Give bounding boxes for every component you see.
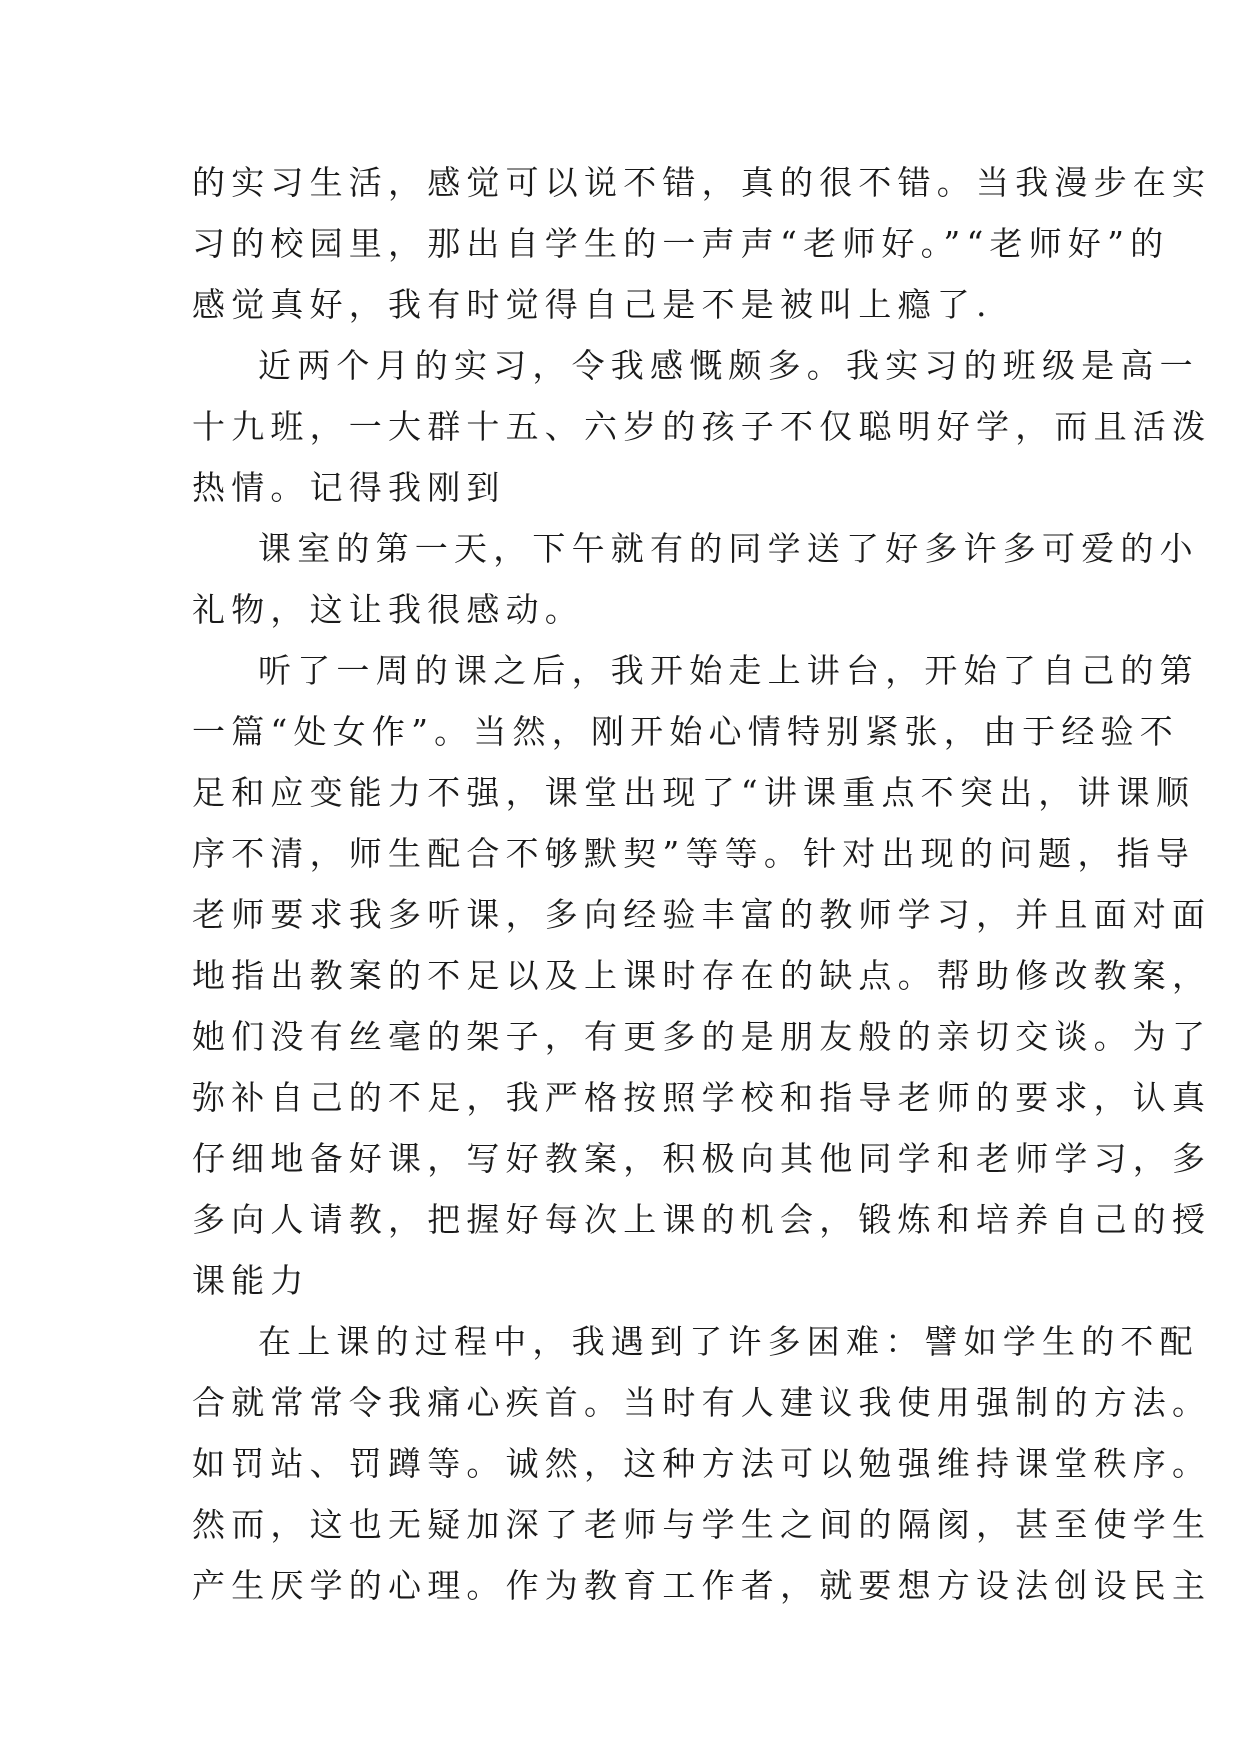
text-line: 十九班，一大群十五、六岁的孩子不仅聪明好学，而且活泼 xyxy=(192,407,1212,446)
text-line: 她们没有丝毫的架子，有更多的是朋友般的亲切交谈。为了 xyxy=(192,1017,1212,1056)
text-line: 然而，这也无疑加深了老师与学生之间的隔阂，甚至使学生 xyxy=(192,1505,1212,1544)
text-line: 一篇“处女作”。当然，刚开始心情特别紧张，由于经验不 xyxy=(192,712,1179,751)
text-line: 礼物，这让我很感动。 xyxy=(192,590,584,629)
text-line: 弥补自己的不足，我严格按照学校和指导老师的要求，认真 xyxy=(192,1078,1212,1117)
text-line: 课能力 xyxy=(192,1261,310,1300)
text-line: 仔细地备好课，写好教案，积极向其他同学和老师学习，多 xyxy=(192,1139,1212,1178)
paragraph-first-line: 课室的第一天，下午就有的同学送了好多许多可爱的小 xyxy=(258,529,1199,568)
paragraph-first-line: 近两个月的实习，令我感慨颇多。我实习的班级是高一 xyxy=(258,346,1199,385)
text-line: 足和应变能力不强，课堂出现了“讲课重点不突出，讲课顺 xyxy=(192,773,1196,812)
text-line: 地指出教案的不足以及上课时存在的缺点。帮助修改教案， xyxy=(192,956,1212,995)
text-line: 产生厌学的心理。作为教育工作者，就要想方设法创设民主 xyxy=(192,1566,1212,1605)
text-line: 如罚站、罚蹲等。诚然，这种方法可以勉强维持课堂秩序。 xyxy=(192,1444,1212,1483)
text-line: 序不清，师生配合不够默契”等等。针对出现的问题，指导 xyxy=(192,834,1196,873)
text-line: 老师要求我多听课，多向经验丰富的教师学习，并且面对面 xyxy=(192,895,1212,934)
paragraph-first-line: 听了一周的课之后，我开始走上讲台，开始了自己的第 xyxy=(258,651,1199,690)
paragraph-first-line: 在上课的过程中，我遇到了许多困难：譬如学生的不配 xyxy=(258,1322,1199,1361)
text-line: 习的校园里，那出自学生的一声声“老师好。”“老师好”的 xyxy=(192,224,1170,263)
text-line: 感觉真好，我有时觉得自己是不是被叫上瘾了. xyxy=(192,285,993,324)
body-text xyxy=(192,152,1212,1616)
text-line: 的实习生活，感觉可以说不错，真的很不错。当我漫步在实 xyxy=(192,163,1212,202)
text-line: 热情。记得我刚到 xyxy=(192,468,506,507)
text-line: 合就常常令我痛心疾首。当时有人建议我使用强制的方法。 xyxy=(192,1383,1212,1422)
text-line: 多向人请教，把握好每次上课的机会，锻炼和培养自己的授 xyxy=(192,1200,1212,1239)
